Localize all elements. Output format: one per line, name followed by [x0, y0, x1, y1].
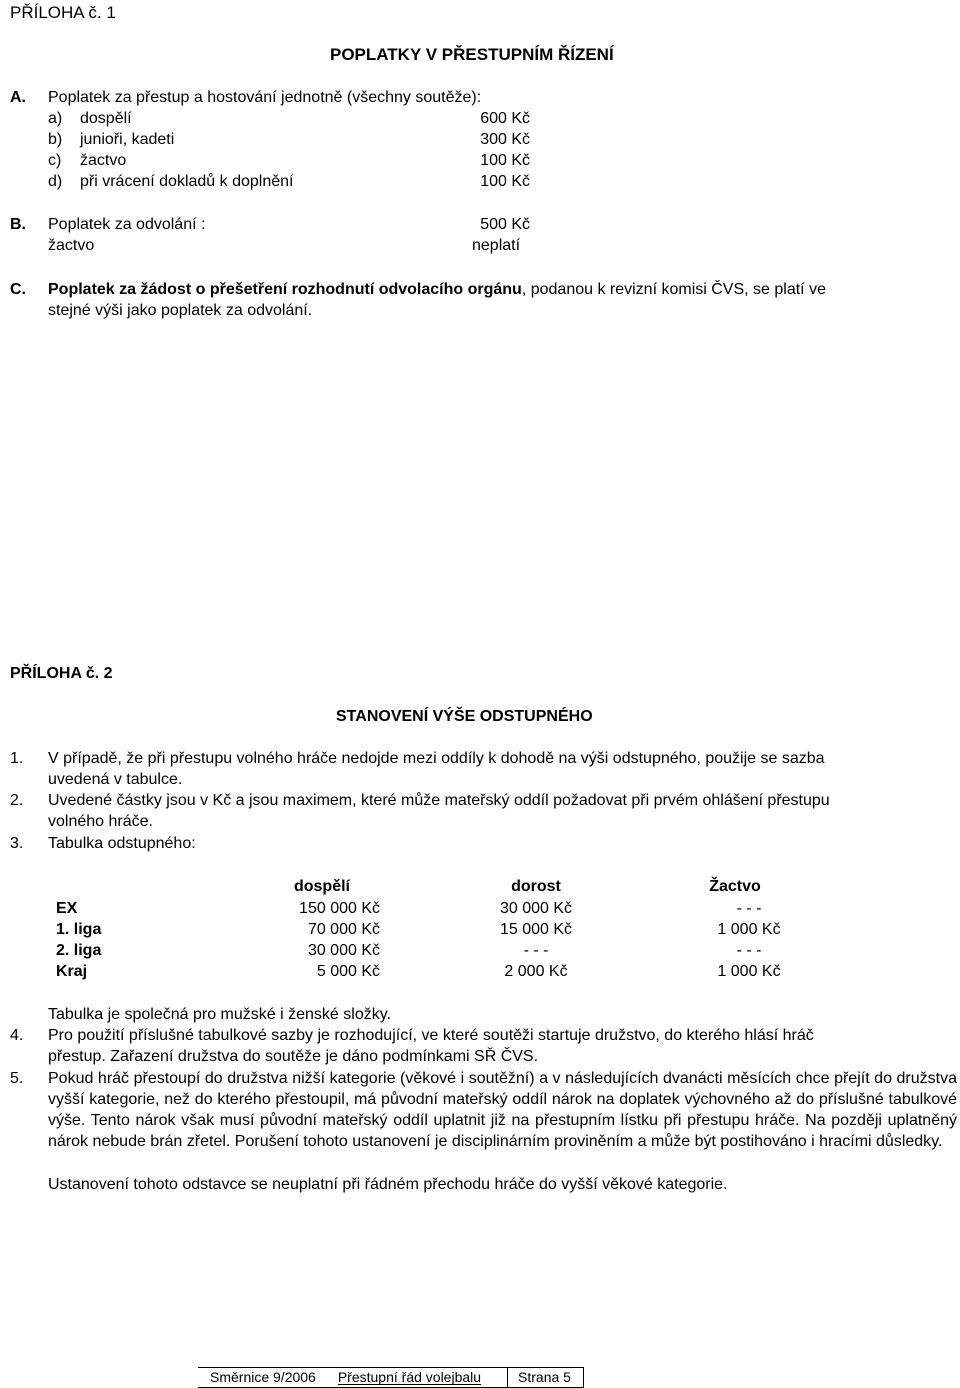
fee-label: dospělí	[80, 110, 132, 127]
fee-label: junioři, kadeti	[80, 131, 175, 148]
page-footer	[198, 1367, 584, 1388]
table-row-label: EX	[56, 900, 78, 917]
fee-amount: 600 Kč	[480, 110, 530, 127]
appeal-fee-amount: 500 Kč	[480, 216, 530, 233]
footer-doc-title	[324, 1368, 493, 1387]
table-cell: 70 000 Kč	[307, 921, 380, 938]
fee-letter: a)	[48, 110, 63, 127]
fee-letter: b)	[48, 131, 63, 148]
table-header: dospělí	[293, 878, 350, 895]
p2-line1: Uvedené částky jsou v Kč a jsou maximem, které může mateřský oddíl požadovat při prvém ohlášení přestupu	[48, 792, 830, 809]
table-row-label: Kraj	[56, 963, 88, 980]
table-cell: 1 000 Kč	[717, 963, 781, 980]
footer-doc-title-text: Přestupní řád volejbalu	[337, 1369, 482, 1385]
table-cell: 2 000 Kč	[504, 963, 568, 980]
p5-number: 5.	[10, 1070, 24, 1087]
p4-line1: Pro použití příslušné tabulkové sazby je rozhodující, ve které soutěži startuje družstvo, do kterého hlásí hráč	[48, 1027, 814, 1044]
p4-line2: přestup. Zařazení družstva do soutěže je dáno podmínkami SŘ ČVS.	[48, 1048, 539, 1065]
p2-line2: volného hráče.	[48, 813, 153, 830]
p1-number: 1.	[10, 750, 24, 767]
table-cell: 30 000 Kč	[499, 900, 573, 917]
section-c-marker: C.	[10, 281, 26, 298]
table-row-label: 2. liga	[56, 942, 102, 959]
section-c-rest: , podanou k revizní komisi ČVS, se platí ve	[521, 281, 826, 298]
p3-number: 3.	[10, 835, 24, 852]
table-header: dorost	[511, 878, 561, 895]
appeal-sub-value: neplatí	[472, 237, 521, 254]
section-b-text: Poplatek za odvolání :	[48, 216, 206, 233]
table-cell: 5 000 Kč	[316, 963, 380, 980]
table-cell: 30 000 Kč	[307, 942, 380, 959]
annex1-heading: PŘÍLOHA č. 1	[10, 3, 116, 22]
annex2-title: STANOVENÍ VÝŠE ODSTUPNÉHO	[336, 708, 593, 725]
annex2-heading: PŘÍLOHA č. 2	[10, 665, 113, 682]
footer-doc-number: Směrnice 9/2006	[210, 1369, 316, 1385]
fee-amount: 100 Kč	[480, 173, 530, 190]
table-cell: 15 000 Kč	[499, 921, 573, 938]
fee-letter: c)	[48, 152, 62, 169]
section-a-marker: A.	[10, 89, 26, 106]
fee-letter: d)	[48, 173, 63, 190]
table-note: Tabulka je společná pro mužské i ženské složky.	[48, 1006, 391, 1023]
fee-amount: 300 Kč	[480, 131, 530, 148]
section-c-line1	[48, 279, 826, 300]
section-b-marker: B.	[10, 216, 26, 233]
p4-number: 4.	[10, 1027, 24, 1044]
table-header: Žactvo	[709, 878, 761, 895]
p3-text: Tabulka odstupného:	[48, 835, 196, 852]
table-cell: 150 000 Kč	[299, 900, 380, 917]
p5-last-line: Ustanovení tohoto odstavce se neuplatní při řádném přechodu hráče do vyšší věkové kategorie.	[48, 1176, 728, 1193]
fee-label: žactvo	[80, 152, 127, 169]
p1-line2: uvedená v tabulce.	[48, 771, 183, 788]
section-c-line2: stejné výši jako poplatek za odvolání.	[48, 302, 313, 319]
fee-label: při vrácení dokladů k doplnění	[80, 173, 294, 190]
p5-text: Pokud hráč přestoupí do družstva nižší kategorie (věkové i soutěžní) a v následujících dvanácti měsících chce přejít do družstva vyšší kategorie, než do kterého přestoupil, má původní mateřský oddíl nárok na doplatek výchovného až do příslušné tabulkové výše. Tento nárok však musí původní mateřský oddíl uplatnit již na přestupním lístku při přestupu hráče. Na později uplatněný nárok nebude brán zřetel. Porušení tohoto ustanovení je disciplinárním proviněním a může být postihováno i hracími důsledky.	[48, 1070, 957, 1150]
fee-amount: 100 Kč	[480, 152, 530, 169]
annex1-title: POPLATKY V PŘESTUPNÍM ŘÍZENÍ	[330, 45, 614, 64]
p1-line1: V případě, že při přestupu volného hráče nedojde mezi oddíly k dohodě na výši odstupného, použije se sazba	[48, 750, 825, 767]
section-c-bold-text: Poplatek za žádost o přešetření rozhodnutí odvolacího orgánu	[48, 281, 522, 298]
table-cell: - - -	[523, 942, 549, 959]
footer-page-number: Strana 5	[507, 1368, 584, 1387]
table-cell: - - -	[736, 900, 762, 917]
appeal-sub-label: žactvo	[48, 237, 95, 254]
table-cell: - - -	[736, 942, 762, 959]
section-a-text: Poplatek za přestup a hostování jednotně (všechny soutěže):	[48, 89, 482, 106]
table-row-label: 1. liga	[56, 921, 102, 938]
table-cell: 1 000 Kč	[717, 921, 781, 938]
p2-number: 2.	[10, 792, 24, 809]
